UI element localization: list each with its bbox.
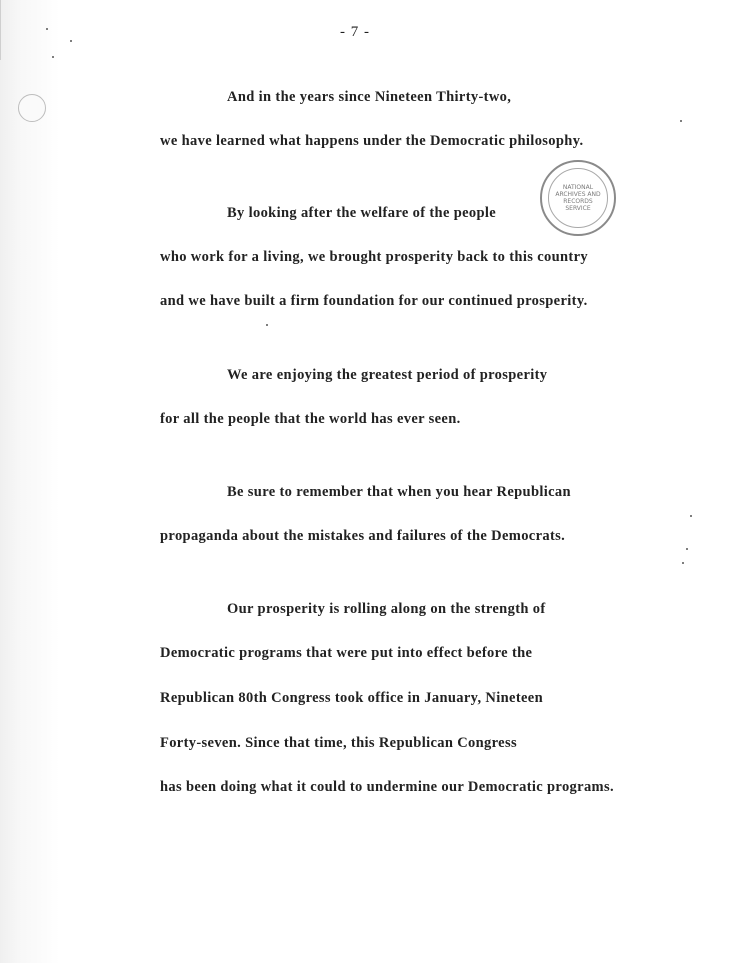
text-line: Forty-seven. Since that time, this Republican Congress	[160, 735, 517, 751]
text-line: By looking after the welfare of the people	[227, 205, 497, 221]
text-line: has been doing what it could to undermine our Democratic programs.	[160, 779, 614, 795]
stamp-line: NATIONAL	[562, 184, 594, 191]
text-line: and we have built a firm foundation for our continued prosperity.	[160, 293, 588, 309]
paper-speck	[686, 548, 688, 550]
stamp-line: ARCHIVES AND	[555, 191, 601, 198]
stamp-line: RECORDS	[563, 198, 593, 205]
text-line: We are enjoying the greatest period of prosperity	[227, 367, 548, 383]
archives-stamp	[540, 160, 616, 236]
punch-hole	[18, 94, 46, 122]
text-line: who work for a living, we brought prosperity back to this country	[160, 249, 588, 265]
paper-speck	[52, 56, 54, 58]
paper-speck	[266, 324, 268, 326]
paper-speck	[690, 515, 692, 517]
page-number: - 7 -	[340, 24, 370, 40]
stamp-line: SERVICE	[565, 205, 591, 212]
archives-stamp-text	[548, 168, 608, 228]
text-line: And in the years since Nineteen Thirty-two,	[227, 89, 512, 105]
text-line: for all the people that the world has ever seen.	[160, 411, 461, 427]
paper-speck	[680, 120, 682, 122]
text-line: Republican 80th Congress took office in January, Nineteen	[160, 690, 544, 706]
text-line: Democratic programs that were put into effect before the	[160, 645, 533, 661]
text-line: Be sure to remember that when you hear Republican	[227, 484, 571, 500]
text-line: propaganda about the mistakes and failures of the Democrats.	[160, 528, 566, 544]
text-line: we have learned what happens under the Democratic philosophy.	[160, 133, 584, 149]
text-line: Our prosperity is rolling along on the strength of	[227, 601, 546, 617]
paper-speck	[682, 562, 684, 564]
